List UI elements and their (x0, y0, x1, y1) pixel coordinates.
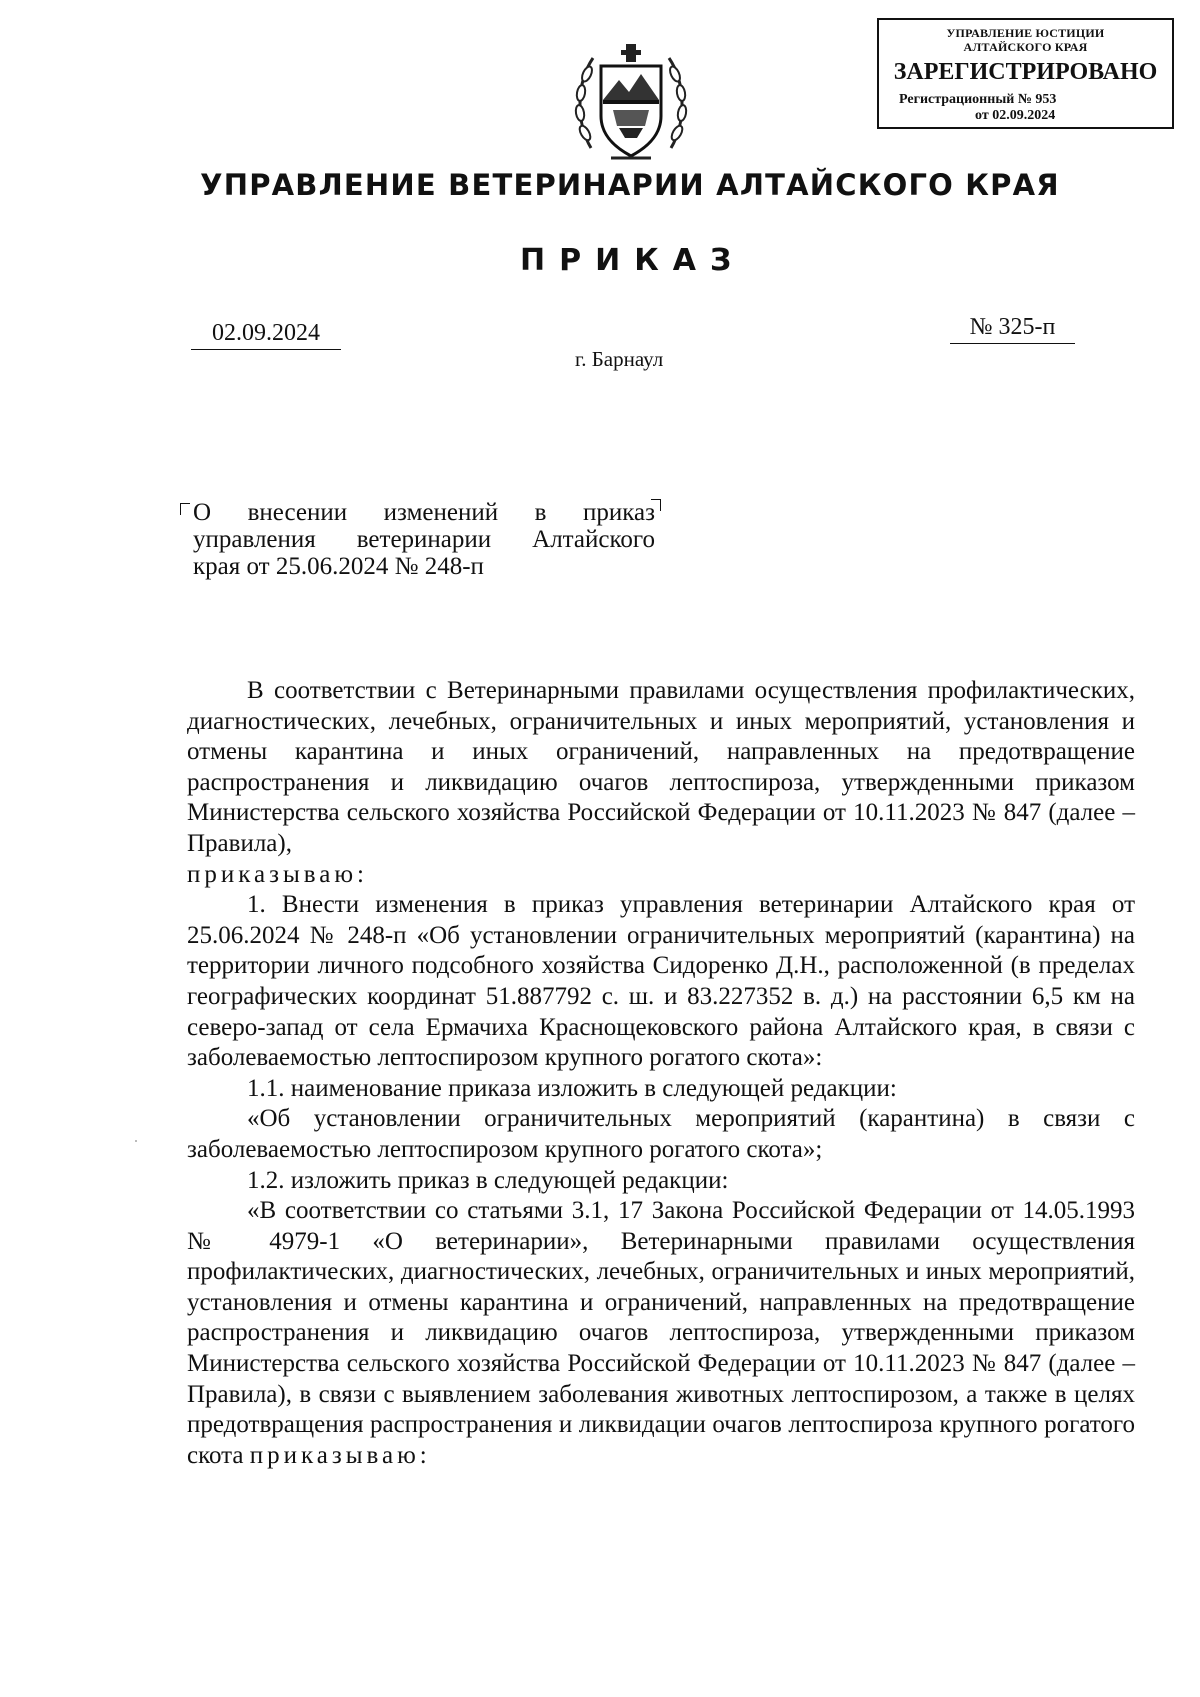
document-city: г. Барнаул (575, 347, 664, 371)
coat-of-arms-emblem (571, 38, 691, 168)
registration-stamp (877, 18, 1174, 129)
stamp-reg-date: от 02.09.2024 (975, 108, 1056, 123)
stamp-department: УПРАВЛЕНИЕ ЮСТИЦИИ (946, 26, 1105, 40)
item-1-2-order-word: приказываю: (249, 1441, 431, 1469)
document-number: № 325-п (950, 314, 1075, 344)
subject-line-3: края от 25.06.2024 № 248-п (193, 553, 484, 580)
document-body (187, 676, 1135, 1471)
preamble-paragraph: В соответствии с Ветеринарными правилами осуществления профилактических, диагностических, лечебных, ограничительных и иных мероприятий, установления и отмены карантина и иных ограничений, направленных на предотвращение распространения и ликвидацию очагов лептоспироза, утвержденными приказом Министерства сельского хозяйства Российской Федерации от 10.11.2023 № 847 (далее – Правила), (187, 677, 1135, 857)
subject-line-1: О внесении изменений в приказ (193, 499, 655, 526)
organization-title: УПРАВЛЕНИЕ ВЕТЕРИНАРИИ АЛТАЙСКОГО КРАЯ (200, 168, 1060, 202)
stamp-reg-number: Регистрационный № 953 (899, 92, 1057, 107)
item-1-2-text (187, 1196, 1135, 1471)
order-word: приказываю: (187, 860, 368, 888)
document-subject (193, 499, 655, 580)
subject-line-2: управления ветеринарии Алтайского (193, 526, 655, 553)
margin-mark (135, 1140, 137, 1142)
item-1: 1. Внести изменения в приказ управления ветеринарии Алтайского края от 25.06.2024 № 248-п «Об установлении ограничительных мероприятий (карантина) на территории личного подсобного хозяйства Сидоренко Д.Н., расположенной (в пределах географических координат 51.887792 с. ш. и 83.227352 в. д.) на расстоянии 6,5 км на северо-запад от села Ермачиха Краснощековского района Алтайского края, в связи с заболеваемостью лептоспирозом крупного рогатого скота»: (187, 891, 1135, 1072)
item-1-2-body: «В соответствии со статьями 3.1, 17 Закона Российской Федерации от 14.05.1993 № 4979-1 «О ветеринарии», Ветеринарными правилами осуществления профилактических, диагностических, лечебных, ограничительных и иных мероприятий, установления и отмены карантина и ограничений, направленных на предотвращение распространения и ликвидацию очагов лептоспироза, утвержденными приказом Министерства сельского хозяйства Российской Федерации от 10.11.2023 № 847 (далее – Правила), в связи с выявлением заболевания животных лептоспирозом, а также в целях предотвращения распространения и ликвидации очагов лептоспироза крупного рогатого скота (187, 1197, 1135, 1469)
document-type: ПРИКАЗ (520, 243, 746, 278)
item-1-1-text: «Об установлении ограничительных мероприятий (карантина) в связи с заболеваемостью лептоспирозом крупного рогатого скота»; (187, 1105, 1135, 1163)
document-date: 02.09.2024 (191, 320, 341, 350)
item-1-2: 1.2. изложить приказ в следующей редакции: (247, 1166, 729, 1194)
item-1-1: 1.1. наименование приказа изложить в следующей редакции: (247, 1074, 897, 1102)
stamp-region: АЛТАЙСКОГО КРАЯ (963, 40, 1088, 54)
subject-corner-left (180, 503, 190, 515)
stamp-status: ЗАРЕГИСТРИРОВАНО (893, 59, 1158, 85)
